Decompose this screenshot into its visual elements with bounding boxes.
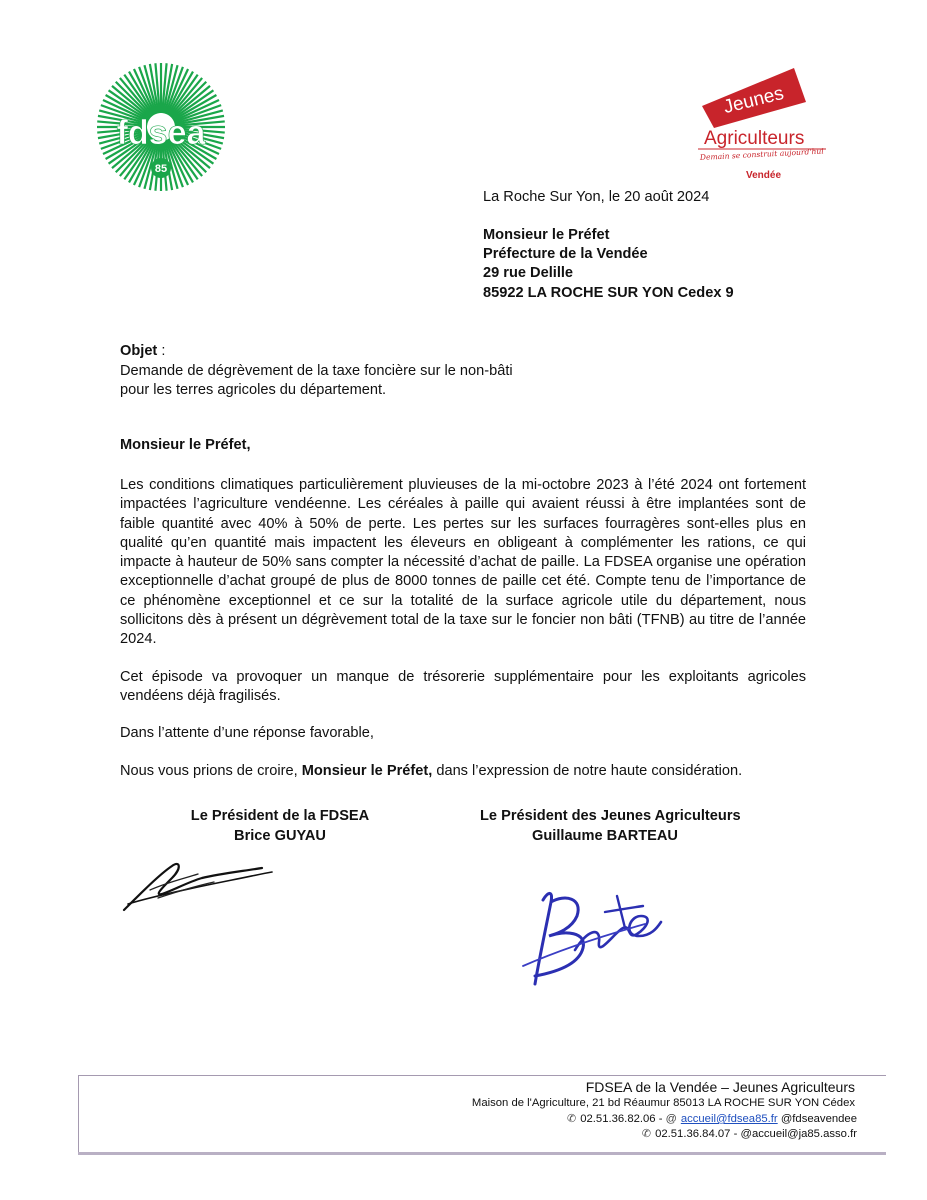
phone-icon: ✆ [641,1128,652,1140]
object-line-1: Demande de dégrèvement de la taxe foncière sur le non-bâti [120,362,513,379]
phone-icon: ✆ [566,1113,577,1125]
closing-paragraph [120,762,806,781]
closing-before: Nous vous prions de croire, [120,762,302,779]
object-label-suffix: : [157,343,166,359]
footer-divider-bottom [78,1152,886,1155]
signer-fdsea-name: Brice GUYAU [234,828,326,844]
footer-phone-1: 02.51.36.82.06 - [580,1113,663,1125]
paragraph-3: Dans l’attente d’une réponse favorable, [120,725,374,742]
addressee-line-3: 29 rue Delille [483,265,574,282]
ja-tagline: Demain se construit aujourd'hui [699,146,824,162]
signer-ja-title: Le Président des Jeunes Agriculteurs [480,808,741,824]
addressee-line-1: Monsieur le Préfet [483,227,610,243]
at-sign-icon: @ [665,1113,677,1125]
signature-ja [505,872,665,992]
ja-logo [694,66,832,186]
footer-phone-2: 02.51.36.84.07 - [655,1128,738,1140]
paragraph-1: Les conditions climatiques particulièrement pluvieuses de la mi-octobre 2023 à l’été 2024 ont fortement impactées l’agriculture vendéenne. Les céréales à paille qui avaient réussi à être implantées sont de faible quantité avec 40% à 50% de perte. Les pertes sur les surfaces fourragères sont-elles plus en qualité qu’en quantité mais impactent les éleveurs en obligeant à complémenter les rations, ce qui impacte à hauteur de 50% sans compter la nécessité d’achat de paille. La FDSEA organise une opération exceptionnelle d’achat groupé de plus de 8000 tonnes de paille cet été. Compte tenu de l’importance de ce phénomène exceptionnel et ce sur la totalité de la surface agricole utile du département, nous sollicitons dès à présent un dégrèvement total de la taxe sur le foncier non bâti (TFNB) au titre de l’année 2024. [120,477,806,648]
closing-bold: Monsieur le Préfet, [301,762,433,779]
footer-address: Maison de l'Agriculture, 21 bd Réaumur 85013 LA ROCHE SUR YON Cédex [471,1097,855,1109]
footer-email-link[interactable]: accueil@fdsea85.fr [680,1113,778,1125]
footer-divider-top [78,1075,886,1076]
fdsea-wordmark: fdsea [116,114,206,152]
footer-contact-fdsea [567,1112,857,1125]
ja-agriculteurs-text: Agriculteurs [704,128,805,149]
footer-contact-ja [642,1127,857,1140]
footer-divider-left [78,1075,79,1155]
salutation: Monsieur le Préfet, [120,437,251,453]
signer-ja [480,806,741,846]
footer-organisation: FDSEA de la Vendée – Jeunes Agriculteurs [585,1079,855,1095]
object-label: Objet [120,343,158,359]
signer-ja-name: Guillaume BARTEAU [532,828,678,844]
signer-fdsea [190,806,370,846]
letter-date: La Roche Sur Yon, le 20 août 2024 [483,189,710,205]
signature-fdsea [102,852,277,917]
ja-jeunes-text: Jeunes [721,82,786,119]
addressee-block [483,226,734,303]
signer-fdsea-title: Le Président de la FDSEA [190,808,370,824]
addressee-line-4: 85922 LA ROCHE SUR YON Cedex 9 [483,284,734,301]
paragraph-2: Cet épisode va provoquer un manque de trésorerie supplémentaire pour les exploitants agricoles vendéens déjà fragilisés. [120,668,806,704]
letter-body [120,476,806,799]
ja-region: Vendée [746,170,782,181]
closing-after: dans l’expression de notre haute considération. [432,762,743,779]
fdsea-logo [94,60,228,194]
object-block [120,342,513,401]
footer-social-1: @fdseavendee [780,1113,857,1125]
addressee-line-2: Préfecture de la Vendée [483,246,648,263]
fdsea-number: 85 [154,163,168,175]
object-line-2: pour les terres agricoles du département. [120,382,387,398]
footer-social-2: @accueil@ja85.asso.fr [740,1128,857,1140]
